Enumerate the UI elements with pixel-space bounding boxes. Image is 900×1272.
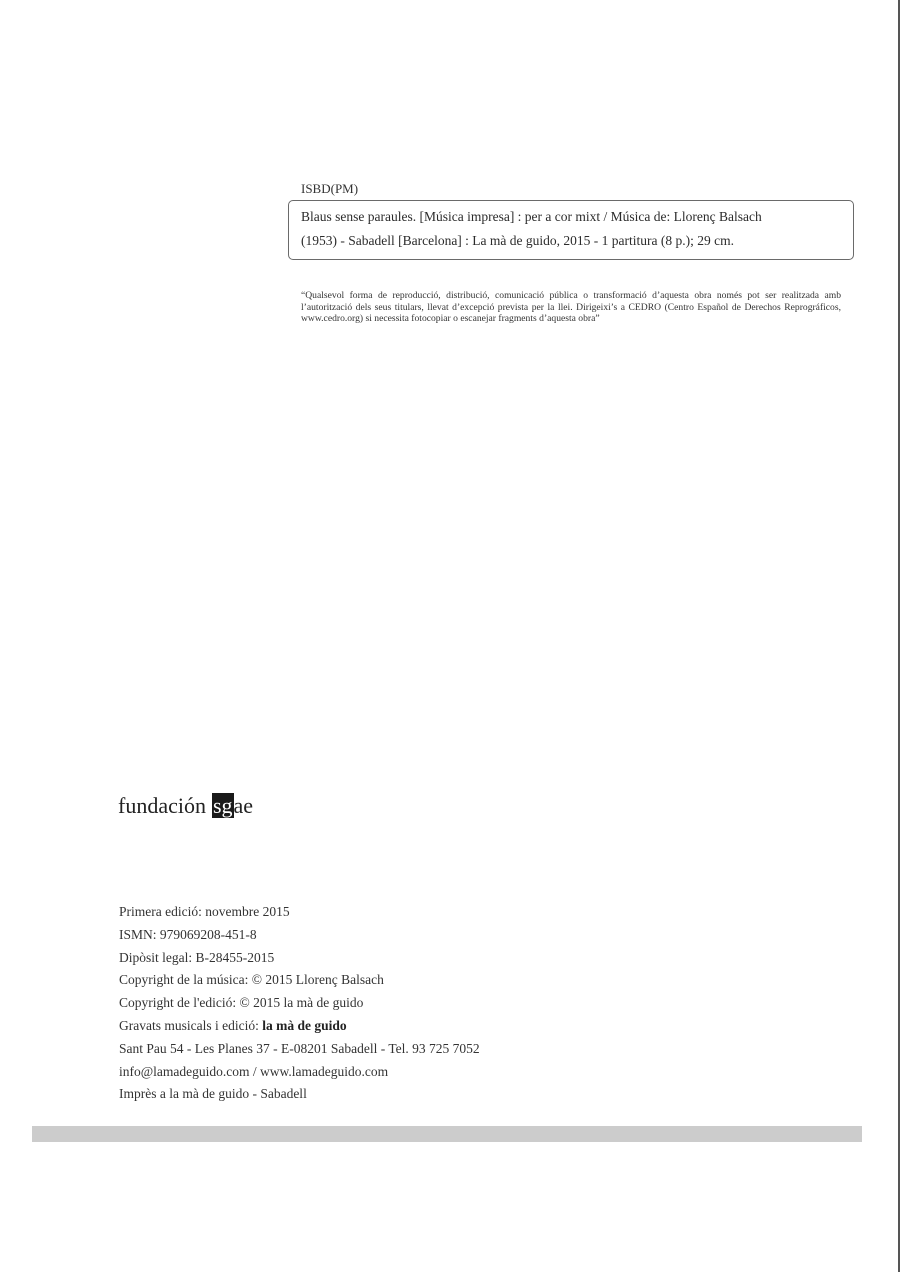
- imprint-block: [119, 901, 480, 1106]
- engraving-publisher: la mà de guido: [262, 1017, 347, 1033]
- isbd-record-box: [288, 200, 854, 260]
- first-edition: Primera edició: novembre 2015: [119, 904, 290, 919]
- engraving-line: [119, 1015, 480, 1038]
- legal-deposit: Dipòsit legal: B-28455-2015: [119, 949, 275, 965]
- engraving-label: Gravats musicals i edició:: [119, 1017, 263, 1033]
- ismn: ISMN: 979069208-451-8: [119, 926, 257, 942]
- logo-text-suffix: ae: [233, 793, 254, 818]
- isbd-label: ISBD(PM): [301, 181, 359, 196]
- isbd-line-1: Blaus sense paraules. [Música impresa] : per a cor mixt / Música de: Llorenç Balsach: [301, 209, 762, 224]
- copyright-legal-note: “Qualsevol forma de reproducció, distribució, comunicació pública o transformació d’aquesta obra només pot ser realitzada amb l’autorització dels seus titulars, llevat d’excepció prevista per la llei. Dirigeixi’s a CEDRO (Centro Español de Derechos Reprográficos, www.cedro.org) si necessita fotocopiar o escanejar fragments d’aquesta obra”: [301, 290, 841, 324]
- music-copyright: Copyright de la música: © 2015 Llorenç Balsach: [119, 972, 384, 988]
- isbd-line-2: (1953) - Sabadell [Barcelona] : La mà de guido, 2015 - 1 partitura (8 p.); 29 cm.: [301, 233, 734, 248]
- address: Sant Pau 54 - Les Planes 37 - E-08201 Sabadell - Tel. 93 725 7052: [119, 1040, 480, 1056]
- printed-by: Imprès a la mà de guido - Sabadell: [119, 1086, 307, 1102]
- web-contact: info@lamadeguido.com / www.lamadeguido.com: [119, 1063, 389, 1079]
- logo-text-prefix: fundación: [118, 793, 206, 818]
- fundacion-sgae-logo: [118, 791, 253, 821]
- footer-rule: [32, 1126, 862, 1143]
- edition-copyright: Copyright de l'edició: © 2015 la mà de guido: [119, 995, 364, 1011]
- logo-boxed-text: sg: [212, 793, 233, 818]
